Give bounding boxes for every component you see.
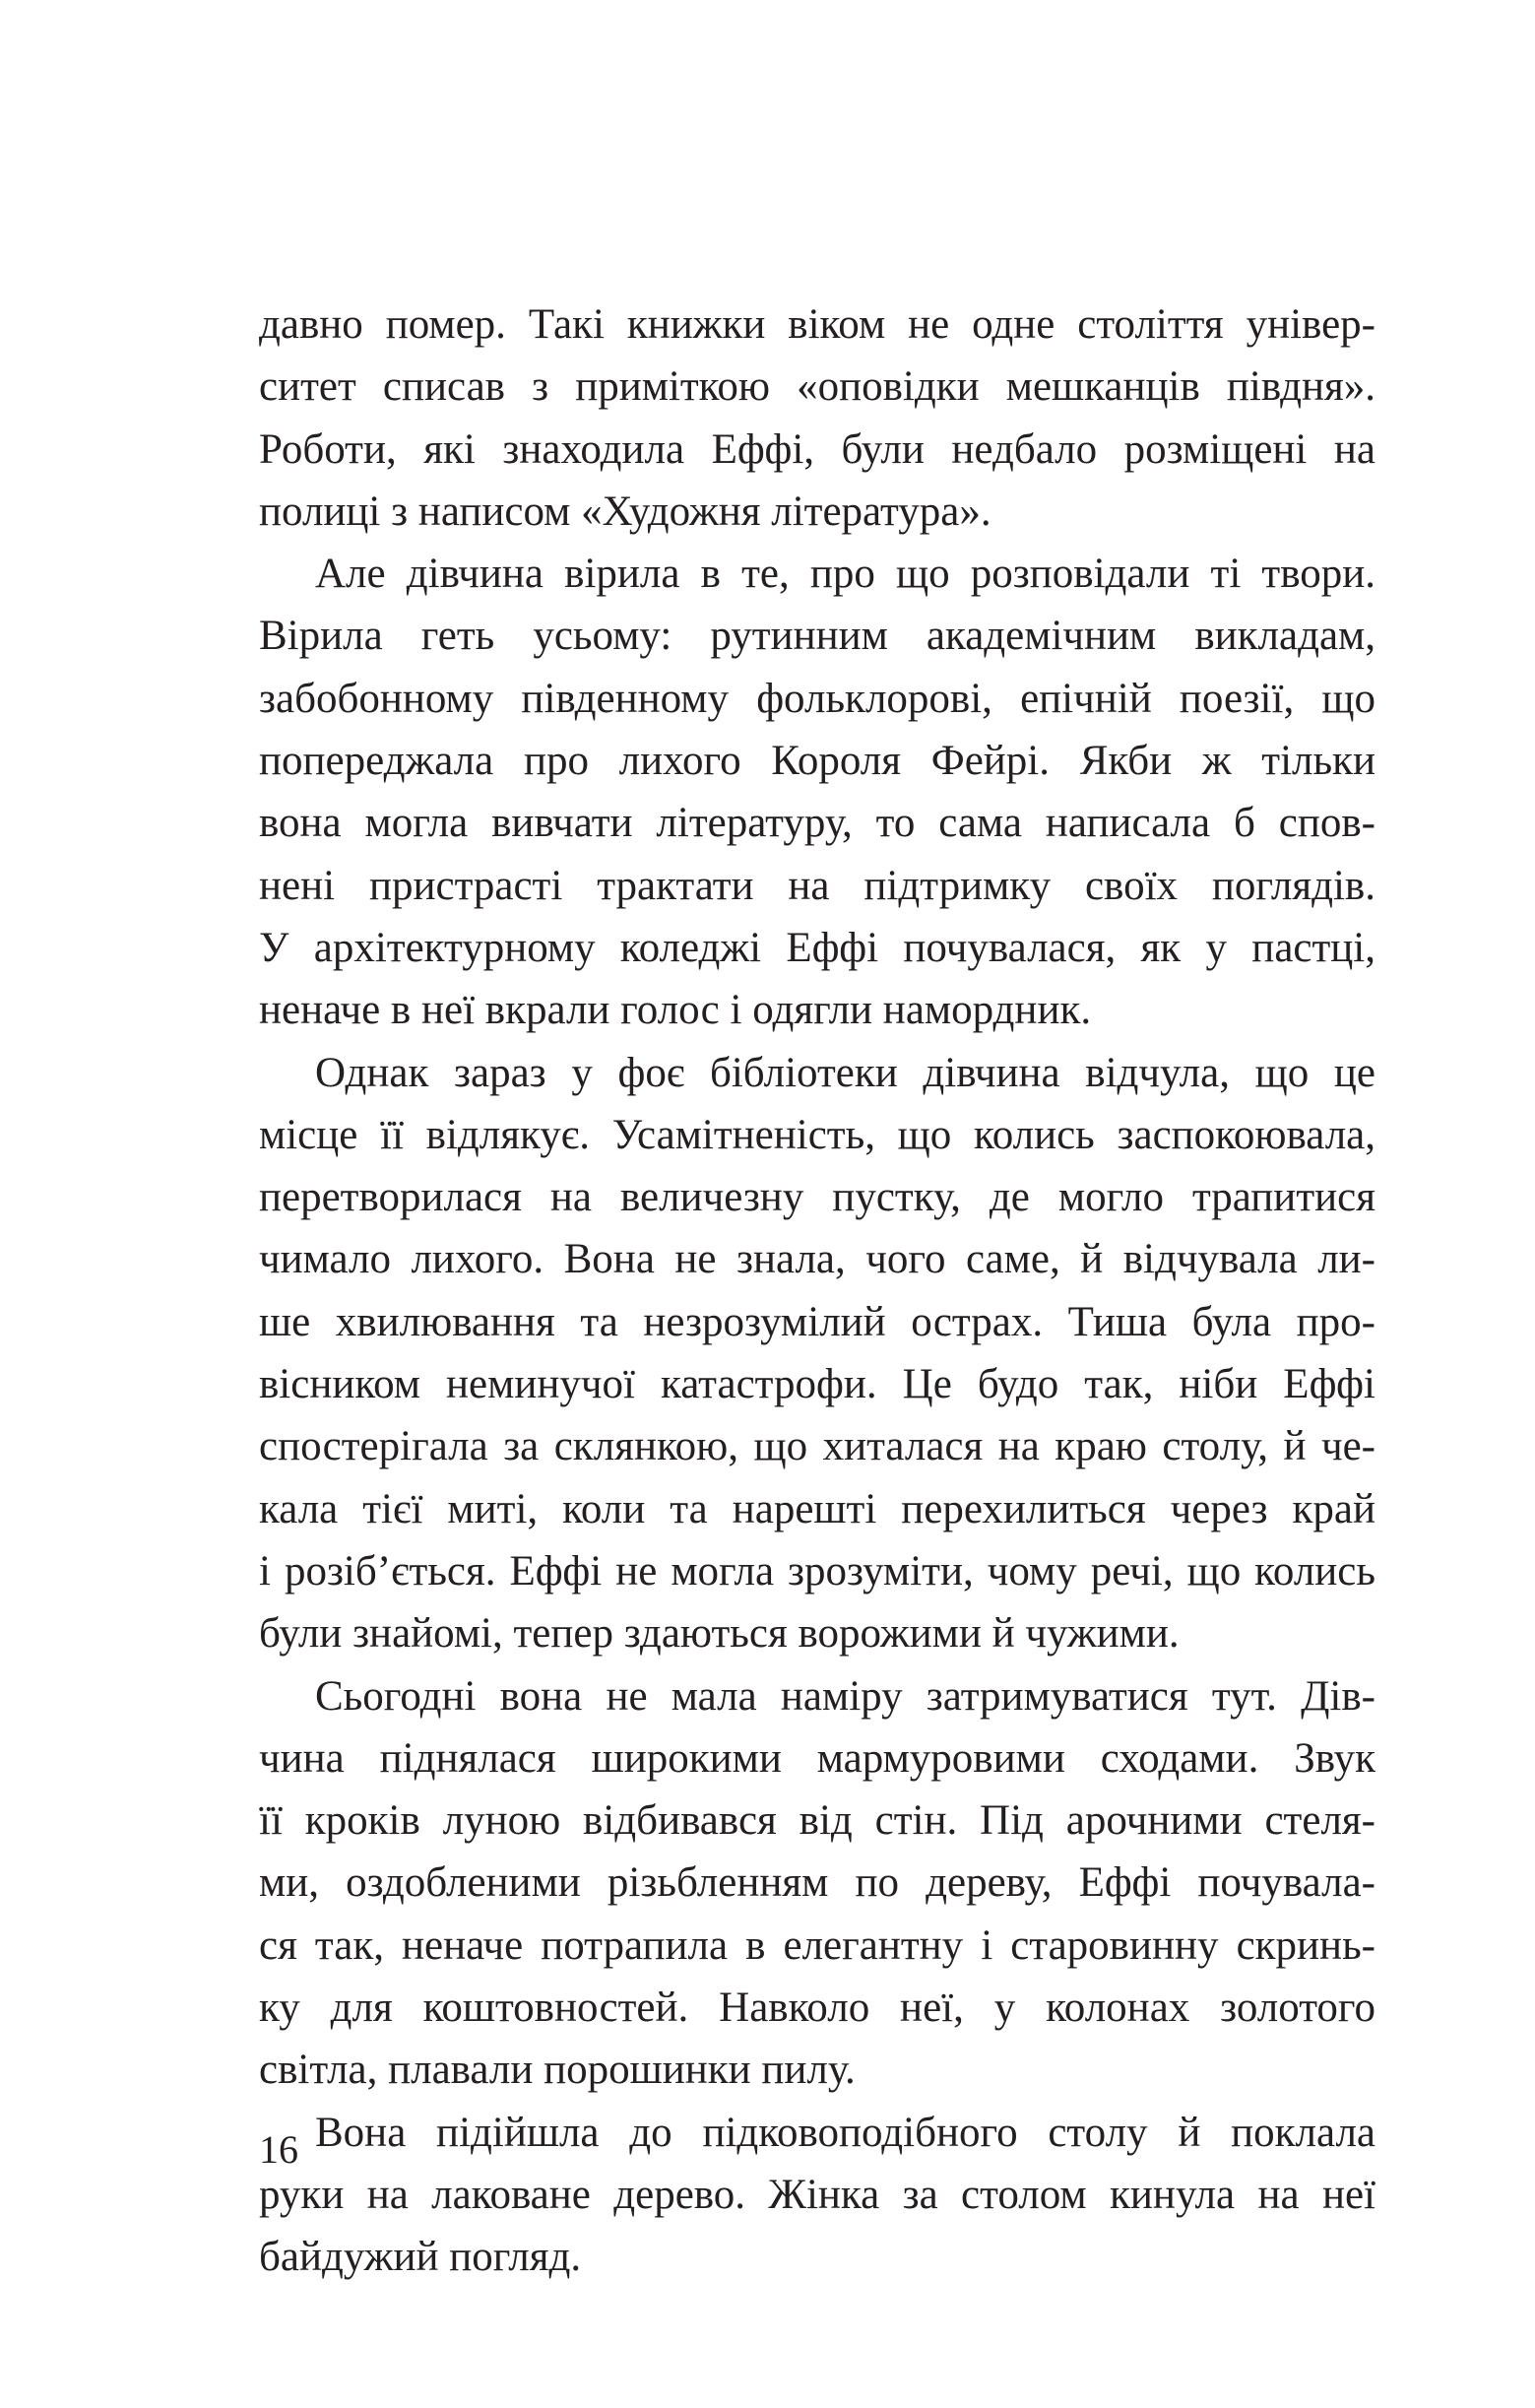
text-line: Роботи, які знаходила Еффі, були недбало розміщені на <box>259 425 1375 473</box>
paragraph <box>259 1665 1375 2102</box>
text-line: У архітектурному коледжі Еффі почувалася, як у пастці, <box>259 924 1375 971</box>
text-line: байдужий погляд. <box>259 2234 582 2281</box>
paragraph <box>259 2102 1375 2289</box>
text-line: руки на лаковане дерево. Жінка за столом кинула на неї <box>259 2171 1375 2218</box>
text-line: забобонному південному фольклорові, епічній поезії, що <box>259 675 1375 722</box>
text-line: ше хвилювання та незрозумілий острах. Тиша була про- <box>259 1298 1375 1345</box>
body-text <box>259 293 1375 2289</box>
text-line: місце її відлякує. Усамітненість, що колись заспокоювала, <box>259 1111 1375 1158</box>
text-line: ми, оздобленими різьбленням по дереву, Еффі почувала- <box>259 1859 1375 1907</box>
text-line: її кроків луною відбивався від стін. Під арочними стеля- <box>259 1797 1375 1845</box>
text-line: і розіб’ється. Еффі не могла зрозуміти, чому речі, що колись <box>259 1547 1375 1594</box>
text-line: ся так, неначе потрапила в елегантну і старовинну скринь- <box>259 1921 1375 1969</box>
text-line: Вірила геть усьому: рутинним академічним викладам, <box>259 613 1375 660</box>
text-line: перетворилася на величезну пустку, де могло трапитися <box>259 1174 1375 1221</box>
text-line: світла, плавали порошинки пилу. <box>259 2047 856 2094</box>
paragraph <box>259 543 1375 1041</box>
text-line: були знайомі, тепер здаються ворожими й чужими. <box>259 1610 1180 1658</box>
text-line: ситет списав з приміткою «оповідки мешканців півдня». <box>259 363 1375 411</box>
text-line: Однак зараз у фоє бібліотеки дівчина відчула, що це <box>315 1049 1375 1096</box>
text-line: Але дівчина вірила в те, про що розповідали ті твори. <box>315 551 1375 598</box>
text-line: полиці з написом «Художня література». <box>259 488 991 535</box>
text-line: чимало лихого. Вона не знала, чого саме, й відчувала ли- <box>259 1236 1375 1283</box>
text-line: попереджала про лихого Короля Фейрі. Якби ж тільки <box>259 738 1375 785</box>
text-line: нені пристрасті трактати на підтримку своїх поглядів. <box>259 862 1375 909</box>
text-line: ку для коштовностей. Навколо неї, у колонах золотого <box>259 1985 1375 2032</box>
text-line: вісником неминучої катастрофи. Це будо так, ніби Еффі <box>259 1361 1375 1408</box>
text-line: давно помер. Такі книжки віком не одне століття універ- <box>259 301 1375 348</box>
text-line: Сьогодні вона не мала наміру затримуватися тут. Дів- <box>315 1672 1375 1720</box>
page-number: 16 <box>259 2127 298 2172</box>
text-line: спостерігала за склянкою, що хиталася на краю столу, й че- <box>259 1423 1375 1470</box>
paragraph <box>259 293 1375 543</box>
paragraph <box>259 1042 1375 1665</box>
text-line: кала тієї миті, коли та нарешті перехилиться через край <box>259 1485 1375 1532</box>
text-line: чина піднялася широкими мармуровими сходами. Звук <box>259 1734 1375 1782</box>
text-line: неначе в неї вкрали голос і одягли намордник. <box>259 987 1092 1034</box>
text-line: вона могла вивчати літературу, то сама написала б спов- <box>259 800 1375 847</box>
text-line: Вона підійшла до підковоподібного столу й поклала <box>315 2109 1375 2156</box>
